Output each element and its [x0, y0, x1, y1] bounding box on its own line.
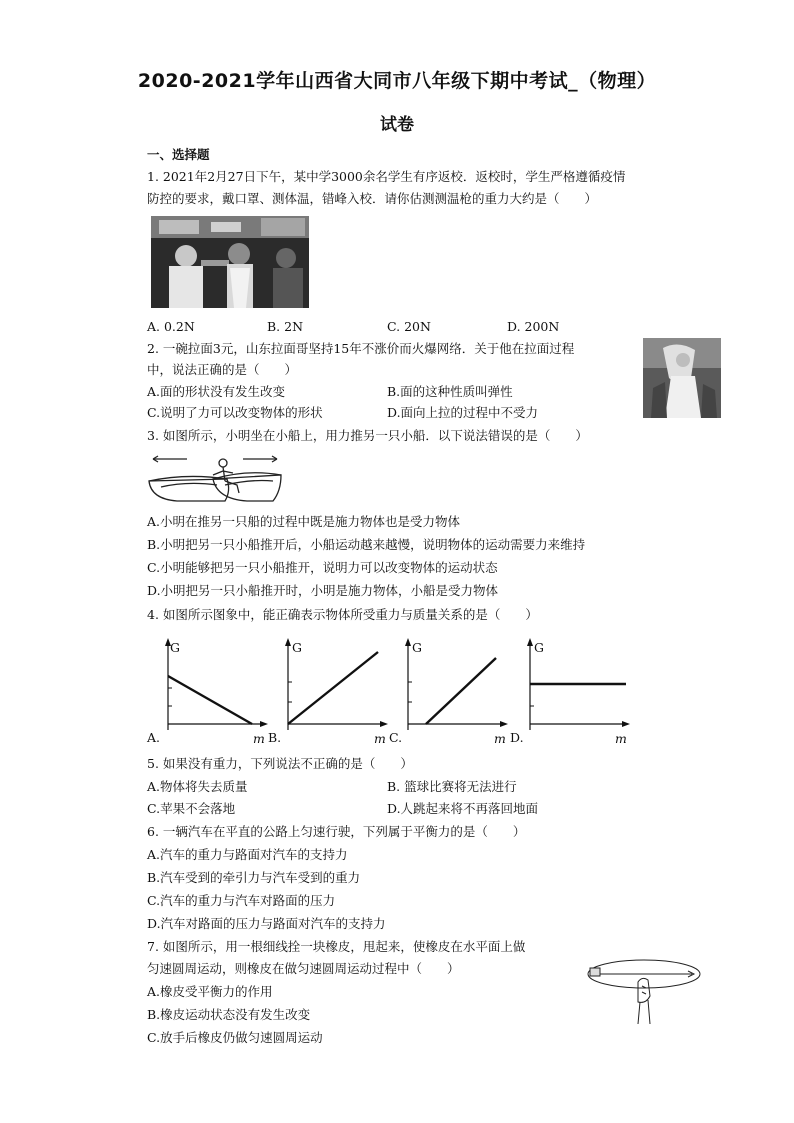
q3-stem: 3. 如图所示，小明坐在小船上，用力推另一只小船．以下说法错误的是（ ） — [147, 428, 588, 443]
q3-option-d: D.小明把另一只小船推开时，小明是施力物体，小船是受力物体 — [147, 583, 499, 598]
q6-stem: 6. 一辆汽车在平直的公路上匀速行驶，下列属于平衡力的是（ ） — [147, 824, 526, 839]
q4-option-c-label: C. — [389, 730, 403, 745]
q7-stem-line1: 7. 如图所示，用一根细线拴一块橡皮，甩起来，使橡皮在水平面上做 — [147, 939, 526, 954]
q4-graph-d-x-label: m — [615, 731, 627, 746]
q1-option-c: C. 20N — [387, 319, 431, 334]
q5-option-c: C.苹果不会落地 — [147, 801, 236, 816]
q4-graph-d-y-label: G — [534, 640, 544, 655]
q4-graph-c-y-label: G — [412, 640, 422, 655]
q5-stem: 5. 如果没有重力，下列说法不正确的是（ ） — [147, 756, 413, 771]
section-heading: 一、选择题 — [147, 147, 210, 162]
q7-option-c: C.放手后橡皮仍做匀速圆周运动 — [147, 1030, 323, 1045]
q2-photo-noodle-man — [643, 338, 721, 418]
q2-option-a: A.面的形状没有发生改变 — [147, 384, 286, 399]
q1-stem-line1: 1. 2021年2月27日下午，某中学3000余名学生有序返校．返校时，学生严格遵循疫情 — [147, 169, 626, 184]
q7-rotating-eraser-figure — [584, 952, 704, 1032]
q4-option-a-label: A. — [147, 730, 161, 745]
q1-photo-temperature-check — [151, 216, 309, 308]
q4-stem: 4. 如图所示图象中，能正确表示物体所受重力与质量关系的是（ ） — [147, 607, 538, 622]
q7-option-a: A.橡皮受平衡力的作用 — [147, 984, 273, 999]
q1-option-b: B. 2N — [267, 319, 304, 334]
q4-graph-a-x-label: m — [253, 731, 265, 746]
q5-option-a: A.物体将失去质量 — [147, 779, 248, 794]
exam-title-line2: 试卷 — [380, 115, 414, 135]
q2-option-d: D.面向上拉的过程中不受力 — [387, 405, 539, 420]
q4-option-d-label: D. — [510, 730, 524, 745]
q5-option-d: D.人跳起来将不再落回地面 — [387, 801, 539, 816]
q3-option-b: B.小明把另一只小船推开后，小船运动越来越慢，说明物体的运动需要力来维持 — [147, 537, 586, 552]
q6-option-d: D.汽车对路面的压力与路面对汽车的支持力 — [147, 916, 386, 931]
q3-option-a: A.小明在推另一只船的过程中既是施力物体也是受力物体 — [147, 514, 461, 529]
q7-stem-line2: 匀速圆周运动，则橡皮在做匀速圆周运动过程中（ ） — [147, 961, 460, 976]
q4-option-b-label: B. — [268, 730, 282, 745]
q3-option-c: C.小明能够把另一只小船推开，说明力可以改变物体的运动状态 — [147, 560, 498, 575]
q4-graph-b-y-label: G — [292, 640, 302, 655]
q6-option-a: A.汽车的重力与路面对汽车的支持力 — [147, 847, 348, 862]
q2-option-b: B.面的这种性质叫弹性 — [387, 384, 513, 399]
q7-option-b: B.橡皮运动状态没有发生改变 — [147, 1007, 311, 1022]
q4-graph-a-y-label: G — [170, 640, 180, 655]
q1-option-a: A. 0.2N — [147, 319, 195, 334]
q4-graph-b-x-label: m — [374, 731, 386, 746]
q6-option-b: B.汽车受到的牵引力与汽车受到的重力 — [147, 870, 361, 885]
q2-stem-line1: 2. 一碗拉面3元，山东拉面哥坚持15年不涨价而火爆网络．关于他在拉面过程 — [147, 341, 575, 356]
q4-graph-c-x-label: m — [494, 731, 506, 746]
q2-option-c: C.说明了力可以改变物体的形状 — [147, 405, 323, 420]
q3-boat-figure — [147, 451, 283, 507]
q1-stem-line2: 防控的要求，戴口罩、测体温，错峰入校．请你估测测温枪的重力大约是（ ） — [147, 191, 598, 206]
q2-stem-line2: 中，说法正确的是（ ） — [147, 362, 298, 377]
q6-option-c: C.汽车的重力与汽车对路面的压力 — [147, 893, 336, 908]
exam-title: 2020-2021学年山西省大同市八年级下期中考试_（物理） — [137, 70, 657, 92]
q1-option-d: D. 200N — [507, 319, 560, 334]
q5-option-b: B. 篮球比赛将无法进行 — [387, 779, 517, 794]
